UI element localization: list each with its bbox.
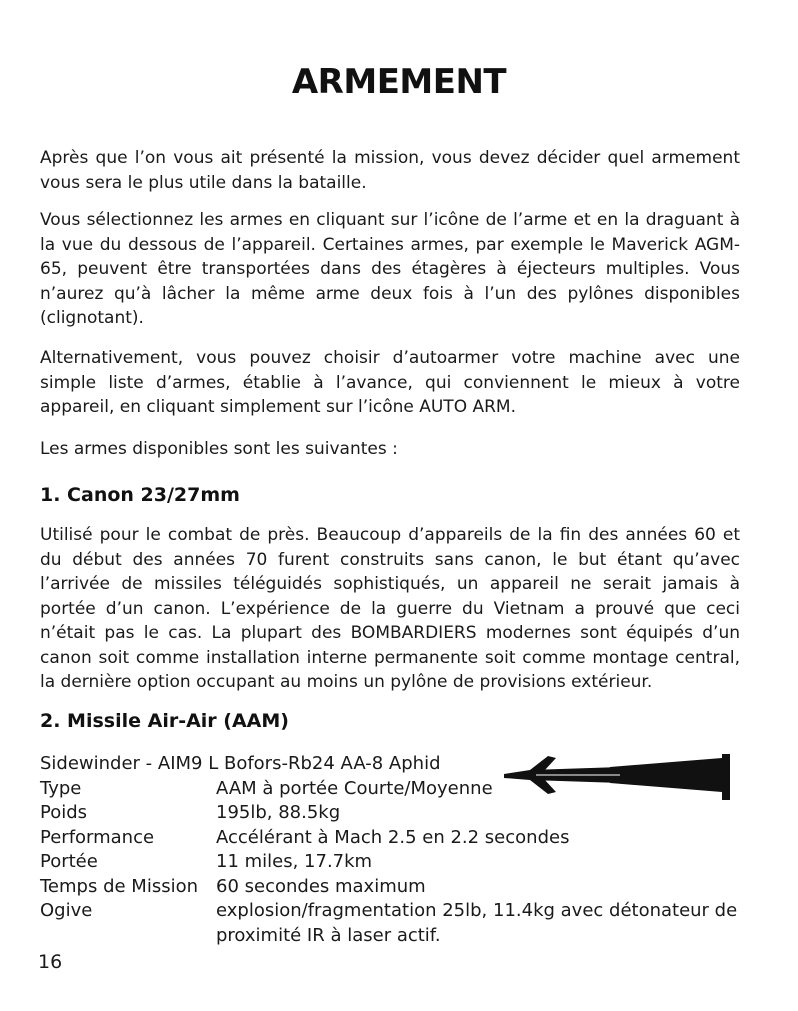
section-heading-aam: 2. Missile Air-Air (AAM) <box>40 710 289 732</box>
spec-label: Temps de Mission <box>40 875 199 897</box>
spec-value: AAM à portée Courte/Moyenne <box>216 777 493 799</box>
spec-label: Type <box>40 777 82 799</box>
intro-paragraph-1: Après que l’on vous ait présenté la mission, vous devez décider quel armement vous sera le plus utile dans la bataille. <box>40 148 740 193</box>
section-body-canon: Utilisé pour le combat de près. Beaucoup d’appareils de la fin des années 60 et du début des années 70 furent construits sans canon, le but étant qu’avec l’arrivée de missiles téléguidés sophistiqués, un appareil ne serait jamais à portée d’un canon. L’expérience de la guerre du Vietnam a prouvé que ceci n’était pas le cas. La plupart des BOMBARDIERS modernes sont équipés d’un canon soit comme installation interne permanente soit comme montage central, la dernière option occupant au moins un pylône de provisions extérieur. <box>40 525 740 692</box>
spec-row-mission-time <box>40 875 760 900</box>
section-heading-canon: 1. Canon 23/27mm <box>40 484 240 506</box>
intro-paragraph-4: Les armes disponibles sont les suivantes : <box>40 439 398 459</box>
missile-icon <box>500 750 732 804</box>
spec-value: 60 secondes maximum <box>216 875 426 897</box>
page-title: ARMEMENT <box>291 62 507 102</box>
intro-paragraph-3: Alternativement, vous pouvez choisir d’autoarmer votre machine avec une simple liste d’armes, établie à l’avance, qui conviennent le mieux à votre appareil, en cliquant simplement sur l’icône AUTO ARM. <box>40 348 740 417</box>
spec-row-range <box>40 850 760 875</box>
spec-label: Portée <box>40 851 98 872</box>
spec-label: Poids <box>40 802 88 823</box>
spec-row-warhead <box>40 899 760 948</box>
spec-label: Performance <box>40 826 155 848</box>
page-number: 16 <box>38 951 63 973</box>
missile-names: Sidewinder - AIM9 L Bofors-Rb24 AA-8 Aphid <box>40 753 441 774</box>
intro-paragraph-2: Vous sélectionnez les armes en cliquant sur l’icône de l’arme et en la draguant à la vue du dessous de l’appareil. Certaines armes, par exemple le Maverick AGM-65, peuvent être transportées dans des étagères à éjecteurs multiples. Vous n’aurez qu’à lâcher la même arme deux fois à l’un des pylônes disponibles (clignotant). <box>40 210 740 328</box>
spec-value: explosion/fragmentation 25lb, 11.4kg avec détonateur de proximité IR à laser actif. <box>216 900 738 946</box>
spec-value: 11 miles, 17.7km <box>216 851 373 872</box>
spec-label: Ogive <box>40 900 93 921</box>
spec-row-performance <box>40 826 760 851</box>
spec-row-weight <box>40 801 760 826</box>
spec-value: 195lb, 88.5kg <box>216 802 341 823</box>
spec-value: Accélérant à Mach 2.5 en 2.2 secondes <box>216 826 570 848</box>
